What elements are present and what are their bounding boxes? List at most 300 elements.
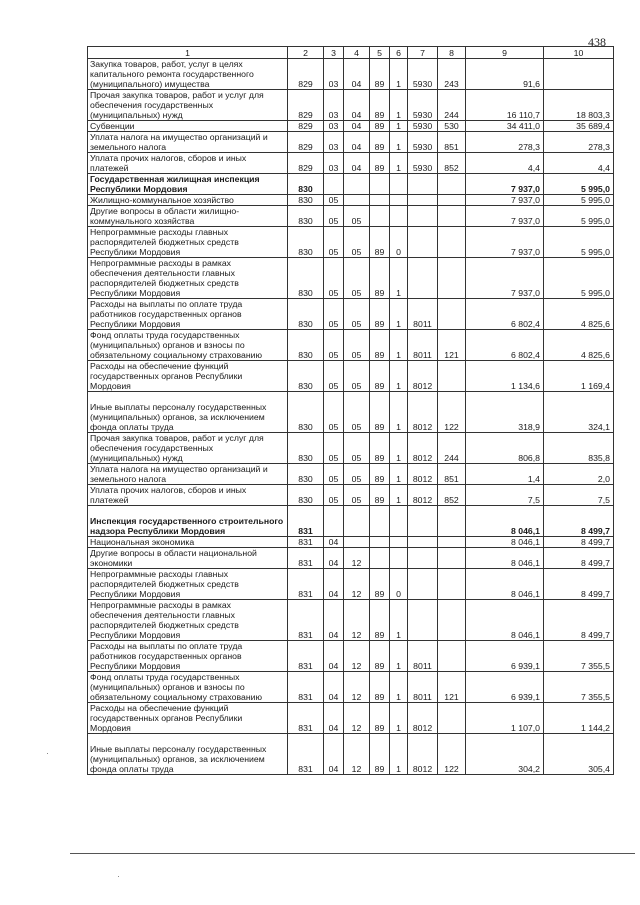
cell-value-10: 7 355,5: [544, 641, 614, 672]
cell-code-5: 89: [370, 672, 390, 703]
cell-value-10: 278,3: [544, 132, 614, 153]
cell-value-10: 18 803,3: [544, 90, 614, 121]
row-name: Непрограммные расходы главных распорядителей бюджетных средств Республики Мордовия: [88, 227, 288, 258]
cell-code-8: [438, 174, 466, 195]
cell-code-4: 12: [344, 548, 370, 569]
table-row: [88, 506, 614, 537]
cell-code-3: 04: [324, 734, 344, 775]
table-row: [88, 464, 614, 485]
cell-code-7: [408, 195, 438, 206]
row-name: Уплата налога на имущество организаций и земельного налога: [88, 464, 288, 485]
cell-code-2: 829: [288, 153, 324, 174]
cell-code-6: 1: [390, 121, 408, 132]
cell-code-8: 851: [438, 464, 466, 485]
cell-code-5: [370, 548, 390, 569]
cell-code-7: [408, 537, 438, 548]
cell-value-10: 8 499,7: [544, 548, 614, 569]
cell-code-6: 1: [390, 132, 408, 153]
cell-code-5: 89: [370, 600, 390, 641]
cell-code-4: 05: [344, 299, 370, 330]
table-row: [88, 153, 614, 174]
cell-code-6: 1: [390, 703, 408, 734]
cell-code-5: 89: [370, 153, 390, 174]
cell-code-5: [370, 195, 390, 206]
cell-code-6: 1: [390, 59, 408, 90]
cell-code-3: 05: [324, 485, 344, 506]
row-name: Непрограммные расходы в рамках обеспечения деятельности главных распорядителей бюджетных средств Республики Мордовия: [88, 258, 288, 299]
cell-value-10: 4 825,6: [544, 330, 614, 361]
cell-code-7: 8012: [408, 485, 438, 506]
budget-table: [87, 46, 613, 775]
cell-code-8: [438, 703, 466, 734]
cell-code-6: 1: [390, 672, 408, 703]
cell-code-3: 05: [324, 206, 344, 227]
cell-code-2: 831: [288, 548, 324, 569]
cell-code-6: 1: [390, 361, 408, 392]
cell-code-6: 0: [390, 569, 408, 600]
cell-value-10: 8 499,7: [544, 537, 614, 548]
cell-code-5: [370, 174, 390, 195]
cell-code-4: 05: [344, 206, 370, 227]
cell-value-10: 7,5: [544, 485, 614, 506]
cell-code-2: 831: [288, 537, 324, 548]
cell-code-2: 830: [288, 206, 324, 227]
row-name: Расходы на выплаты по оплате труда работников государственных органов Республики Мордовия: [88, 641, 288, 672]
cell-code-5: [370, 506, 390, 537]
cell-code-2: 829: [288, 90, 324, 121]
cell-code-4: [344, 195, 370, 206]
cell-code-8: [438, 506, 466, 537]
cell-code-7: [408, 548, 438, 569]
cell-code-7: [408, 258, 438, 299]
cell-value-10: 1 144,2: [544, 703, 614, 734]
cell-code-5: 89: [370, 361, 390, 392]
cell-code-3: 04: [324, 600, 344, 641]
cell-code-8: 244: [438, 90, 466, 121]
cell-code-3: 05: [324, 464, 344, 485]
cell-code-3: 05: [324, 361, 344, 392]
cell-code-7: 8012: [408, 464, 438, 485]
table-row: [88, 672, 614, 703]
table-row: [88, 361, 614, 392]
cell-code-5: 89: [370, 258, 390, 299]
cell-value-10: 4 825,6: [544, 299, 614, 330]
cell-code-3: 04: [324, 548, 344, 569]
row-name: Жилищно-коммунальное хозяйство: [88, 195, 288, 206]
cell-code-7: [408, 569, 438, 600]
table-row: [88, 227, 614, 258]
cell-code-6: [390, 174, 408, 195]
cell-value-9: 6 939,1: [466, 672, 544, 703]
cell-code-2: 830: [288, 330, 324, 361]
cell-code-7: 8012: [408, 361, 438, 392]
cell-code-6: 1: [390, 392, 408, 433]
cell-code-3: 05: [324, 433, 344, 464]
cell-value-9: 91,6: [466, 59, 544, 90]
cell-code-8: 530: [438, 121, 466, 132]
cell-code-7: 5930: [408, 59, 438, 90]
cell-code-4: 04: [344, 59, 370, 90]
row-name: Субвенции: [88, 121, 288, 132]
row-name: Фонд оплаты труда государственных (муниципальных) органов и взносы по обязательному социальному страхованию: [88, 672, 288, 703]
cell-code-5: 89: [370, 59, 390, 90]
cell-code-4: [344, 174, 370, 195]
cell-code-5: 89: [370, 485, 390, 506]
column-header: 5: [370, 47, 390, 59]
cell-code-8: 122: [438, 392, 466, 433]
cell-code-2: 830: [288, 392, 324, 433]
cell-value-10: 1 169,4: [544, 361, 614, 392]
cell-code-3: 05: [324, 227, 344, 258]
cell-code-8: [438, 258, 466, 299]
cell-value-9: 806,8: [466, 433, 544, 464]
cell-code-7: [408, 506, 438, 537]
cell-code-6: 1: [390, 734, 408, 775]
cell-value-9: 7,5: [466, 485, 544, 506]
cell-code-7: 8012: [408, 392, 438, 433]
cell-code-7: 5930: [408, 121, 438, 132]
cell-value-9: 7 937,0: [466, 258, 544, 299]
cell-code-6: [390, 195, 408, 206]
scan-speck: [118, 876, 119, 877]
cell-code-4: 05: [344, 485, 370, 506]
cell-value-9: 6 802,4: [466, 330, 544, 361]
cell-value-9: 7 937,0: [466, 195, 544, 206]
cell-code-5: 89: [370, 121, 390, 132]
column-header: 2: [288, 47, 324, 59]
cell-code-7: [408, 206, 438, 227]
row-name: Расходы на выплаты по оплате труда работников государственных органов Республики Мордовия: [88, 299, 288, 330]
cell-code-4: 12: [344, 672, 370, 703]
table-row: [88, 132, 614, 153]
cell-code-8: 121: [438, 330, 466, 361]
cell-code-5: 89: [370, 227, 390, 258]
cell-code-8: [438, 227, 466, 258]
cell-code-3: 03: [324, 90, 344, 121]
cell-value-9: 8 046,1: [466, 537, 544, 548]
row-name: Национальная экономика: [88, 537, 288, 548]
cell-code-5: 89: [370, 392, 390, 433]
column-header: 9: [466, 47, 544, 59]
cell-code-5: 89: [370, 330, 390, 361]
cell-code-6: 1: [390, 433, 408, 464]
cell-code-8: 122: [438, 734, 466, 775]
cell-code-5: 89: [370, 641, 390, 672]
cell-code-6: 1: [390, 153, 408, 174]
cell-code-5: 89: [370, 132, 390, 153]
cell-code-4: 04: [344, 132, 370, 153]
cell-code-3: [324, 506, 344, 537]
cell-code-5: 89: [370, 464, 390, 485]
row-name: Другие вопросы в области жилищно-коммунального хозяйства: [88, 206, 288, 227]
cell-value-9: 8 046,1: [466, 548, 544, 569]
table-row: [88, 641, 614, 672]
cell-value-10: 8 499,7: [544, 600, 614, 641]
cell-code-8: [438, 548, 466, 569]
cell-code-5: 89: [370, 569, 390, 600]
cell-code-4: 04: [344, 153, 370, 174]
cell-code-6: 1: [390, 641, 408, 672]
table-row: [88, 121, 614, 132]
table-row: [88, 59, 614, 90]
row-name: Расходы на обеспечение функций государственных органов Республики Мордовия: [88, 703, 288, 734]
cell-code-2: 829: [288, 121, 324, 132]
cell-code-3: 05: [324, 195, 344, 206]
row-name: Прочая закупка товаров, работ и услуг для обеспечения государственных (муниципальных) нужд: [88, 433, 288, 464]
table-row: [88, 195, 614, 206]
cell-code-6: 1: [390, 299, 408, 330]
table-row: [88, 174, 614, 195]
cell-code-7: [408, 174, 438, 195]
cell-value-10: 5 995,0: [544, 195, 614, 206]
cell-code-4: 04: [344, 121, 370, 132]
row-name: Уплата прочих налогов, сборов и иных платежей: [88, 153, 288, 174]
cell-code-8: [438, 361, 466, 392]
table-row: [88, 569, 614, 600]
cell-code-2: 831: [288, 703, 324, 734]
cell-code-4: 05: [344, 258, 370, 299]
cell-code-7: [408, 227, 438, 258]
cell-value-10: 5 995,0: [544, 174, 614, 195]
cell-code-6: 1: [390, 90, 408, 121]
cell-value-10: 8 499,7: [544, 569, 614, 600]
table-row: [88, 433, 614, 464]
cell-code-6: [390, 537, 408, 548]
cell-code-3: [324, 174, 344, 195]
cell-value-10: 835,8: [544, 433, 614, 464]
cell-value-9: 8 046,1: [466, 600, 544, 641]
cell-code-4: 12: [344, 703, 370, 734]
cell-code-3: 03: [324, 153, 344, 174]
cell-code-3: 03: [324, 121, 344, 132]
cell-code-6: [390, 548, 408, 569]
cell-code-3: 05: [324, 392, 344, 433]
cell-value-9: 16 110,7: [466, 90, 544, 121]
column-header: 3: [324, 47, 344, 59]
cell-value-9: 7 937,0: [466, 174, 544, 195]
row-name: Инспекция государственного строительного надзора Республики Мордовия: [88, 506, 288, 537]
table-row: [88, 537, 614, 548]
cell-code-8: [438, 299, 466, 330]
cell-value-10: 4,4: [544, 153, 614, 174]
cell-code-7: [408, 600, 438, 641]
cell-code-2: 831: [288, 672, 324, 703]
cell-code-3: 05: [324, 330, 344, 361]
cell-value-10: 8 499,7: [544, 506, 614, 537]
cell-value-9: 278,3: [466, 132, 544, 153]
cell-code-8: [438, 195, 466, 206]
cell-code-2: 830: [288, 361, 324, 392]
table-row: [88, 485, 614, 506]
cell-code-6: 1: [390, 330, 408, 361]
cell-code-8: [438, 641, 466, 672]
cell-code-7: 8011: [408, 330, 438, 361]
cell-code-4: 05: [344, 464, 370, 485]
cell-code-8: [438, 600, 466, 641]
cell-code-4: 12: [344, 734, 370, 775]
cell-code-6: 1: [390, 258, 408, 299]
cell-code-3: 03: [324, 132, 344, 153]
table-row: [88, 206, 614, 227]
row-name: Расходы на обеспечение функций государственных органов Республики Мордовия: [88, 361, 288, 392]
cell-code-8: 244: [438, 433, 466, 464]
cell-value-10: 5 995,0: [544, 206, 614, 227]
cell-code-7: 5930: [408, 132, 438, 153]
column-header: 1: [88, 47, 288, 59]
cell-value-10: 5 995,0: [544, 227, 614, 258]
cell-code-8: 243: [438, 59, 466, 90]
cell-code-2: 830: [288, 258, 324, 299]
cell-value-9: 1 107,0: [466, 703, 544, 734]
table-row: [88, 299, 614, 330]
column-header: 6: [390, 47, 408, 59]
table-header-row: [88, 47, 614, 59]
cell-code-6: 1: [390, 600, 408, 641]
cell-value-9: 4,4: [466, 153, 544, 174]
cell-code-2: 830: [288, 227, 324, 258]
cell-code-8: [438, 206, 466, 227]
cell-code-4: 12: [344, 569, 370, 600]
cell-code-6: 1: [390, 464, 408, 485]
table-row: [88, 600, 614, 641]
cell-code-2: 830: [288, 299, 324, 330]
row-name: Прочая закупка товаров, работ и услуг для обеспечения государственных (муниципальных) нужд: [88, 90, 288, 121]
cell-value-10: 5 995,0: [544, 258, 614, 299]
cell-code-3: 04: [324, 569, 344, 600]
row-name: Непрограммные расходы в рамках обеспечения деятельности главных распорядителей бюджетных средств Республики Мордовия: [88, 600, 288, 641]
cell-value-9: 7 937,0: [466, 227, 544, 258]
cell-code-5: 89: [370, 433, 390, 464]
cell-code-7: 5930: [408, 153, 438, 174]
cell-code-6: 1: [390, 485, 408, 506]
cell-value-9: 8 046,1: [466, 506, 544, 537]
cell-code-2: 830: [288, 174, 324, 195]
cell-code-2: 831: [288, 569, 324, 600]
cell-code-7: 5930: [408, 90, 438, 121]
row-name: Государственная жилищная инспекция Республики Мордовия: [88, 174, 288, 195]
cell-value-9: 1,4: [466, 464, 544, 485]
column-header: 4: [344, 47, 370, 59]
cell-code-7: 8012: [408, 703, 438, 734]
row-name: Уплата налога на имущество организаций и земельного налога: [88, 132, 288, 153]
cell-value-9: 304,2: [466, 734, 544, 775]
row-name: Иные выплаты персоналу государственных (муниципальных) органов, за исключением фонда оплаты труда: [88, 734, 288, 775]
row-name: Иные выплаты персоналу государственных (муниципальных) органов, за исключением фонда оплаты труда: [88, 392, 288, 433]
cell-code-8: 121: [438, 672, 466, 703]
table-row: [88, 392, 614, 433]
cell-code-3: 04: [324, 703, 344, 734]
cell-code-4: 05: [344, 433, 370, 464]
bottom-rule: [70, 853, 635, 854]
cell-code-2: 830: [288, 195, 324, 206]
cell-code-7: 8011: [408, 641, 438, 672]
cell-code-2: 830: [288, 464, 324, 485]
cell-code-3: 04: [324, 641, 344, 672]
cell-code-6: 0: [390, 227, 408, 258]
table-row: [88, 734, 614, 775]
row-name: Уплата прочих налогов, сборов и иных платежей: [88, 485, 288, 506]
column-header: 10: [544, 47, 614, 59]
cell-value-10: 35 689,4: [544, 121, 614, 132]
row-name: Закупка товаров, работ, услуг в целях капитального ремонта государственного (муниципального) имущества: [88, 59, 288, 90]
cell-code-2: 830: [288, 433, 324, 464]
cell-code-5: 89: [370, 299, 390, 330]
cell-code-2: 831: [288, 600, 324, 641]
cell-code-5: 89: [370, 90, 390, 121]
cell-code-3: 04: [324, 537, 344, 548]
table-row: [88, 703, 614, 734]
cell-value-9: 1 134,6: [466, 361, 544, 392]
cell-code-5: 89: [370, 703, 390, 734]
row-name: Непрограммные расходы главных распорядителей бюджетных средств Республики Мордовия: [88, 569, 288, 600]
column-header: 8: [438, 47, 466, 59]
cell-code-4: 05: [344, 361, 370, 392]
cell-code-8: [438, 537, 466, 548]
cell-value-10: 2,0: [544, 464, 614, 485]
cell-code-2: 831: [288, 506, 324, 537]
column-header: 7: [408, 47, 438, 59]
table-body: [88, 59, 614, 775]
cell-value-9: 6 939,1: [466, 641, 544, 672]
cell-code-8: [438, 569, 466, 600]
cell-value-10: 324,1: [544, 392, 614, 433]
cell-code-5: [370, 537, 390, 548]
page-number: 438: [588, 35, 606, 49]
cell-code-5: [370, 206, 390, 227]
cell-code-7: 8012: [408, 433, 438, 464]
cell-code-3: 05: [324, 258, 344, 299]
cell-code-4: [344, 537, 370, 548]
cell-value-9: 8 046,1: [466, 569, 544, 600]
cell-value-9: 318,9: [466, 392, 544, 433]
cell-code-2: 831: [288, 734, 324, 775]
cell-code-2: 830: [288, 485, 324, 506]
cell-code-6: [390, 506, 408, 537]
cell-code-5: 89: [370, 734, 390, 775]
cell-value-10: 7 355,5: [544, 672, 614, 703]
cell-code-3: 05: [324, 299, 344, 330]
cell-value-10: [544, 59, 614, 90]
cell-code-8: 851: [438, 132, 466, 153]
cell-code-3: 03: [324, 59, 344, 90]
cell-code-4: 05: [344, 330, 370, 361]
cell-code-3: 04: [324, 672, 344, 703]
cell-code-6: [390, 206, 408, 227]
cell-code-7: 8011: [408, 672, 438, 703]
cell-code-7: 8012: [408, 734, 438, 775]
row-name: Фонд оплаты труда государственных (муниципальных) органов и взносы по обязательному социальному страхованию: [88, 330, 288, 361]
cell-code-4: [344, 506, 370, 537]
cell-code-4: 12: [344, 600, 370, 641]
cell-code-8: 852: [438, 153, 466, 174]
cell-code-4: 04: [344, 90, 370, 121]
cell-code-4: 12: [344, 641, 370, 672]
cell-value-9: 7 937,0: [466, 206, 544, 227]
cell-code-2: 829: [288, 132, 324, 153]
row-name: Другие вопросы в области национальной экономики: [88, 548, 288, 569]
cell-code-4: 05: [344, 392, 370, 433]
cell-code-8: 852: [438, 485, 466, 506]
cell-code-7: 8011: [408, 299, 438, 330]
cell-value-10: 305,4: [544, 734, 614, 775]
cell-code-2: 831: [288, 641, 324, 672]
table-row: [88, 330, 614, 361]
cell-value-9: 34 411,0: [466, 121, 544, 132]
scan-speck: [47, 753, 48, 754]
cell-code-4: 05: [344, 227, 370, 258]
table-row: [88, 258, 614, 299]
cell-value-9: 6 802,4: [466, 299, 544, 330]
